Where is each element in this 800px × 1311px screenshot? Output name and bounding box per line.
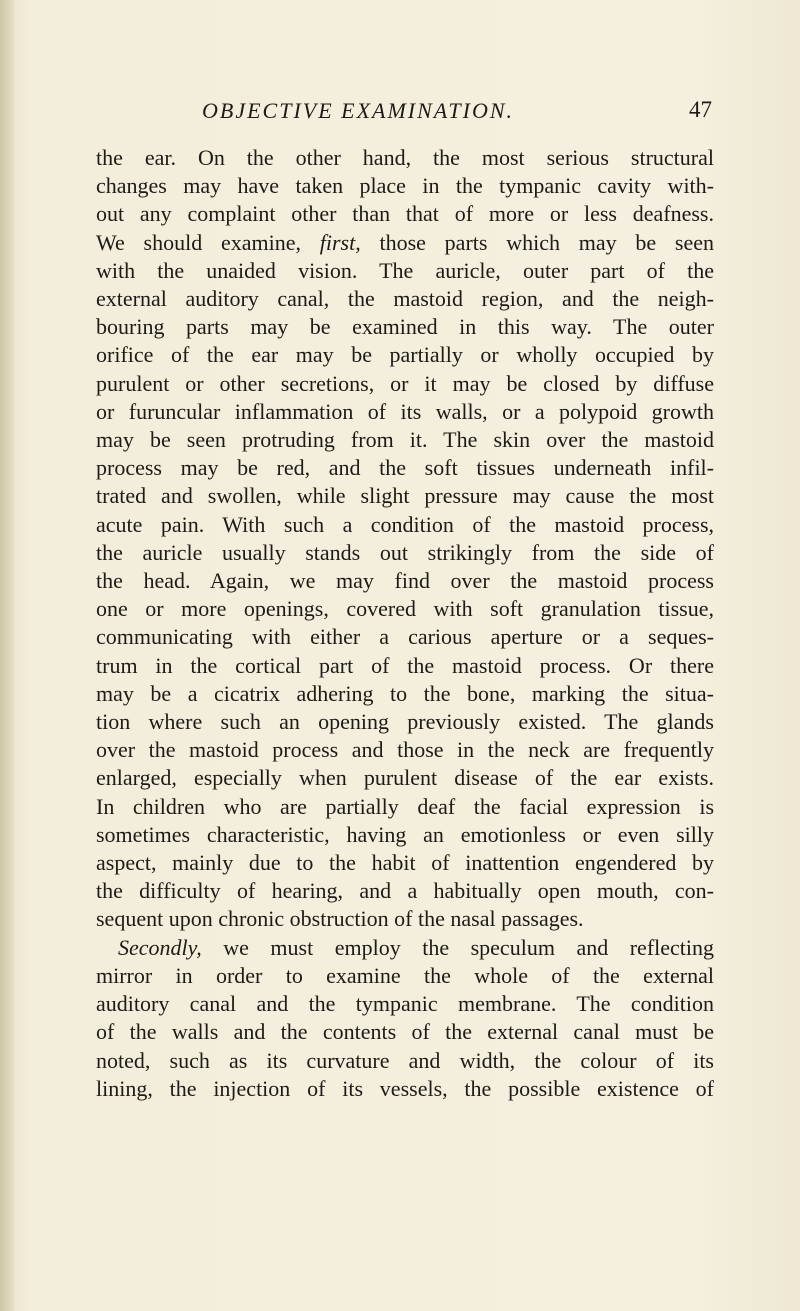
running-head: OBJECTIVE EXAMINATION. (202, 98, 515, 123)
text-line: In children who are partially deaf the facial expression is (96, 793, 714, 819)
text-segment: we must employ the speculum and reflecting (223, 934, 715, 960)
text-line: orifice of the ear may be partially or wholly occupied by (96, 342, 714, 368)
text-line (96, 229, 714, 257)
text-line: or furuncular inflammation of its walls, or a polypoid growth (96, 398, 714, 424)
text-line: tion where such an opening previously existed. The glands (96, 709, 714, 735)
text-line: purulent or other secretions, or it may be closed by diffuse (96, 370, 714, 396)
text-segment: We should examine, (96, 229, 301, 255)
text-line: communicating with either a carious aperture or a seques- (96, 624, 714, 650)
text-line: changes may have taken place in the tympanic cavity with- (96, 173, 714, 199)
emphasis-secondly: Secondly, (118, 934, 202, 960)
text-line: mirror in order to examine the whole of the external (96, 962, 714, 988)
text-line: sometimes characteristic, having an emotionless or even silly (96, 821, 714, 847)
page-number: 47 (689, 97, 712, 122)
text-line: the difficulty of hearing, and a habitually open mouth, con- (96, 878, 714, 904)
text-line: lining, the injection of its vessels, the possible existence of (96, 1075, 714, 1101)
text-line: of the walls and the contents of the external canal must be (96, 1019, 714, 1045)
text-line: over the mastoid process and those in the neck are frequently (96, 737, 714, 763)
text-line: the auricle usually stands out strikingly from the side of (96, 539, 714, 565)
text-line: may be seen protruding from it. The skin over the mastoid (96, 427, 714, 453)
text-line: the ear. On the other hand, the most serious structural (96, 145, 714, 170)
text-line: sequent upon chronic obstruction of the nasal passages. (96, 906, 584, 932)
text-line: trum in the cortical part of the mastoid process. Or there (96, 652, 714, 678)
text-line: external auditory canal, the mastoid region, and the neigh- (96, 286, 714, 312)
text-line (96, 934, 714, 962)
page-header (150, 98, 710, 128)
page-gutter (0, 0, 14, 1311)
text-line: bouring parts may be examined in this way. The outer (96, 314, 714, 340)
emphasis-first: first, (319, 229, 361, 255)
text-line: out any complaint other than that of more or less deafness. (96, 201, 714, 227)
text-line: the head. Again, we may find over the mastoid process (96, 568, 714, 594)
paragraph-1 (96, 144, 714, 934)
text-line: enlarged, especially when purulent disease of the ear exists. (96, 765, 714, 791)
text-line: trated and swollen, while slight pressure may cause the most (96, 483, 714, 509)
text-segment: those parts which may be seen (379, 229, 714, 255)
text-line: acute pain. With such a condition of the mastoid process, (96, 511, 714, 537)
text-line: may be a cicatrix adhering to the bone, marking the situa- (96, 680, 714, 706)
text-line: auditory canal and the tympanic membrane. The condition (96, 991, 714, 1017)
body-text (96, 144, 714, 1103)
text-line: noted, such as its curvature and width, the colour of its (96, 1047, 714, 1073)
text-line: aspect, mainly due to the habit of inattention engendered by (96, 850, 714, 876)
text-line: one or more openings, covered with soft granulation tissue, (96, 596, 714, 622)
text-line: process may be red, and the soft tissues underneath infil- (96, 455, 714, 481)
text-line: with the unaided vision. The auricle, outer part of the (96, 257, 714, 283)
paragraph-2 (96, 934, 714, 1103)
